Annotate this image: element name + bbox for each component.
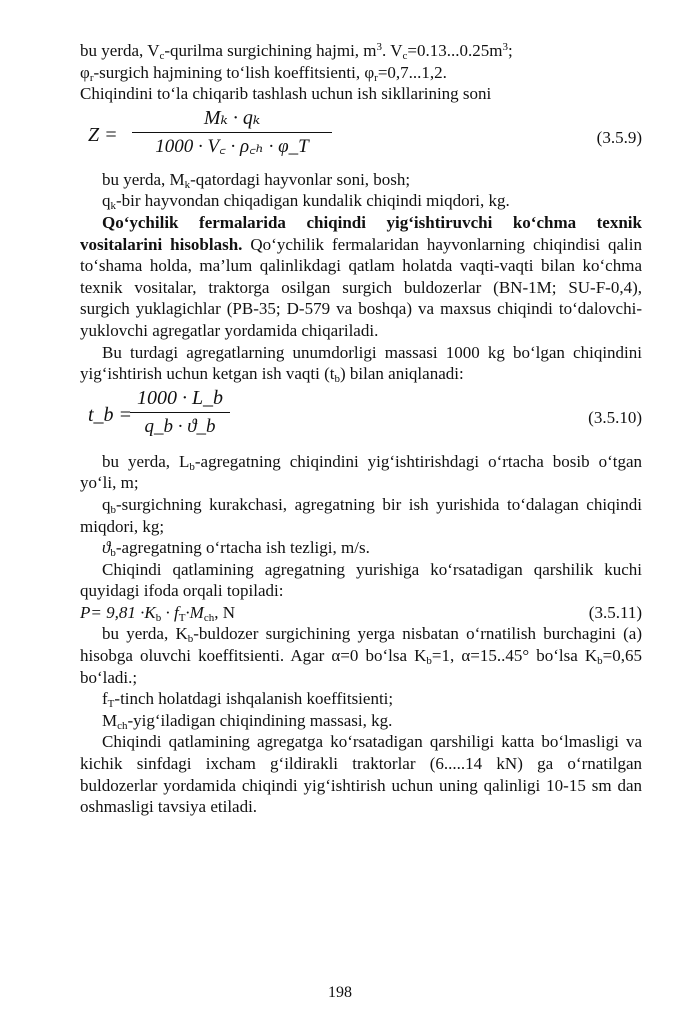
definition-mk: bu yerda, $M_k$-qatordagi hayvonlar soni, bosh; (102, 169, 411, 191)
paragraph-resistance: Chiqindi qatlamining agregatning yurishiga ko‘rsatadigan qarshilik kuchi quyidagi ifoda orqali topiladi: (80, 559, 642, 601)
fraction-bar (130, 412, 230, 413)
section-paragraph: Qo‘ychilik fermalarida chiqindi yig‘ishtiruvchi ko‘chma texnik vositalarini hisoblash. Qo‘ychilik fermalaridan hayvonlarning chiqindisi qalin to‘shama holda, ma’lum qalinlikdagi qatlam holatda vaqti-vaqti bilan ko‘chma texnik vositalar, traktorga osilgan surgich buldozerlar (BN-1M; SU-F-0,4), surgich yuklagichlar (PB-35; D-579 va boshqa) va maxsus chiqindi to‘dalovchi-yuklovchi agregatlar yordamida chiqariladi. (80, 212, 642, 340)
fraction-bar (132, 132, 332, 133)
formula-3-5-10 (80, 385, 642, 451)
formula-lhs: t_b = (88, 403, 133, 426)
definition-mch: $M_{ch}-yig‘iladigan$ chiqindining massasi, kg. (102, 710, 393, 732)
definition-vb: $ϑ_b$-agregatning o‘rtacha ish tezligi, m/s. (102, 538, 370, 560)
formula-denominator: q_b · ϑ_b (144, 415, 216, 437)
formula-fraction (130, 385, 230, 440)
text-line-3: Chiqindini to‘la chiqarib tashlash uchun ish sikllarining soni (80, 84, 492, 104)
formula-expression: $P= 9,81 \cdot K_b \cdot f_T\cdot M_{ch}$, N (80, 602, 236, 624)
formula-number: (3.5.9) (596, 127, 642, 147)
formula-number: (3.5.11) (588, 602, 642, 622)
text-line-2: $\varphi_r$-surgich hajmining to‘lish koeffitsienti, $\varphi_r=0,7...1,2$. (80, 62, 447, 84)
definition-lb: bu yerda, $L_b$-agregatning chiqindini yig‘ishtirishdagi o‘rtacha bosib o‘tgan yo‘li, m; (80, 451, 643, 493)
formula-lhs: Z = (88, 123, 118, 146)
paragraph-productivity: Bu turdagi agregatlarning unumdorligi massasi 1000 kg bo‘lgan chiqindini yig‘ishtirish uchun ketgan ish vaqti $(t_b)$ bilan aniqlanadi: (80, 342, 642, 386)
formula-fraction (132, 105, 332, 160)
formula-numerator: Mₖ · qₖ (203, 106, 261, 129)
formula-3-5-9 (80, 105, 642, 169)
section-heading: Qo‘ychilik fermalarida chiqindi yig‘ishtiruvchi ko‘chma texnik vositalarini hisoblash. (80, 212, 642, 254)
page-number: 198 (328, 984, 352, 1001)
text-line-1: bu yerda, $V_c$-qurilma surgichining hajmi, $m^3$. $V_c=0.13...0.25m^3$; (80, 41, 513, 62)
formula-denominator: 1000 · V꜀ · ρ꜀ₕ · φ_T (155, 135, 309, 157)
definition-kb: bu yerda, $K_b$-buldozer surgichining yerga nisbatan o‘rnatilish burchagini (a) hisobga oluvchi koeffitsienti. Agar α=0 bo‘lsa $K_b=1$, α=15..45° bo‘lsa $K_b=0,65$ bo‘ladi.; (80, 624, 643, 687)
paragraph-recommendation: Chiqindi qatlamining agregatga ko‘rsatadigan qarshiligi katta bo‘lmasligi va kichik sinfdagi ixcham g‘ildirakli traktorlar (6.....14 kN) ga o‘rnatilgan buldozerlar yordamida chiqindi yig‘ishtirish uchun uning qalinligi 10-15 sm dan oshmasligi tavsiya etiladi. (80, 732, 642, 817)
definition-ft: $f_T$-tinch holatdagi ishqalanish koeffitsienti; (102, 689, 394, 711)
definition-qk: $q_k$-bir hayvondan chiqadigan kundalik chiqindi miqdori, kg. (102, 191, 510, 213)
formula-number: (3.5.10) (588, 407, 642, 427)
definition-qb: $q_b$-surgichning kurakchasi, agregatning bir ish yurishida to‘dalagan chiqindi miqdori, kg; (80, 494, 642, 536)
formula-numerator: 1000 · L_b (136, 386, 224, 409)
formula-3-5-11 (80, 602, 642, 624)
